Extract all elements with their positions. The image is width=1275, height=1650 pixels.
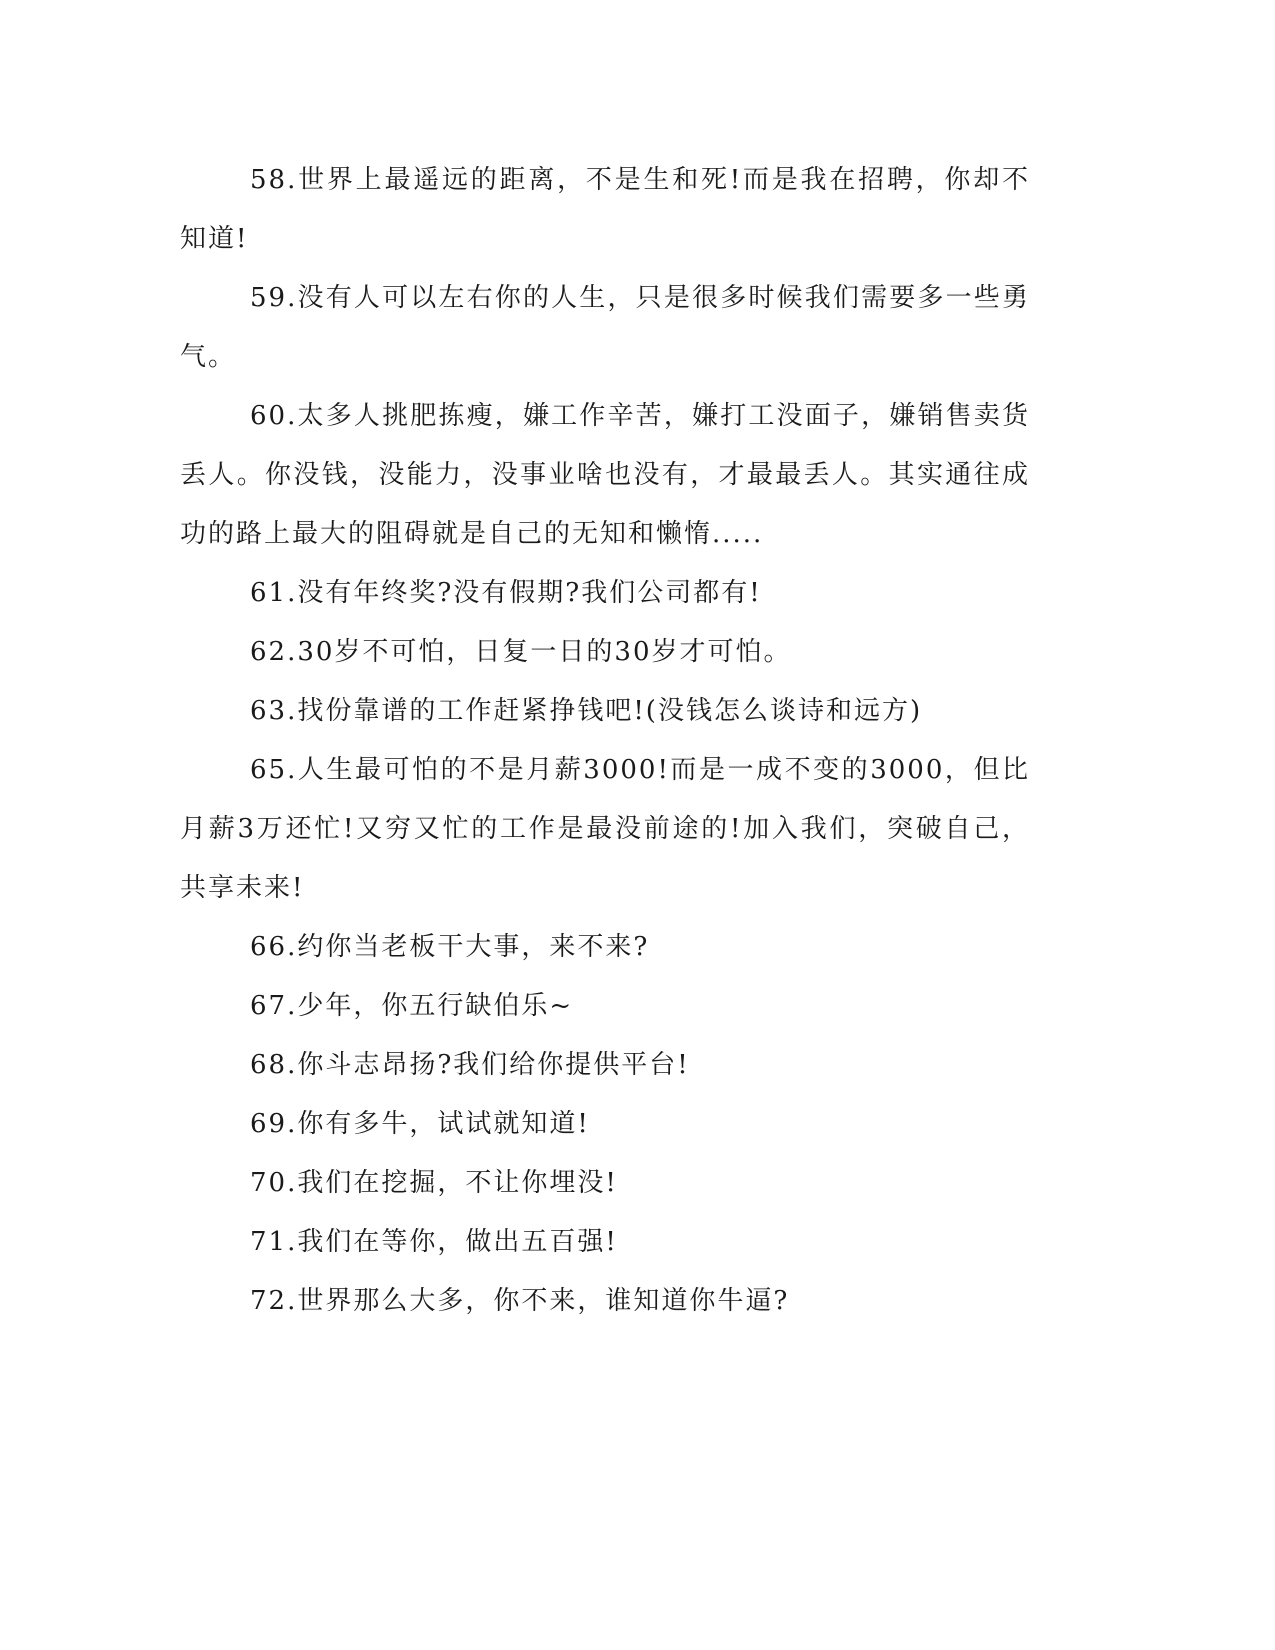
paragraph-65: 65.人生最可怕的不是月薪3000!而是一成不变的3000，但比月薪3万还忙!又穷又忙的工作是最没前途的!加入我们，突破自己，共享未来! bbox=[180, 755, 1030, 903]
paragraph-59: 59.没有人可以左右你的人生，只是很多时候我们需要多一些勇气。 bbox=[180, 283, 1030, 372]
paragraph-70: 70.我们在挖掘，不让你埋没! bbox=[250, 1168, 618, 1198]
paragraph-68: 68.你斗志昂扬?我们给你提供平台! bbox=[250, 1050, 690, 1080]
paragraph-66: 66.约你当老板干大事，来不来? bbox=[250, 932, 650, 962]
paragraph-63: 63.找份靠谱的工作赶紧挣钱吧!(没钱怎么谈诗和远方) bbox=[250, 696, 923, 726]
paragraph-72: 72.世界那么大多，你不来，谁知道你牛逼? bbox=[250, 1286, 790, 1316]
paragraph-58: 58.世界上最遥远的距离，不是生和死!而是我在招聘，你却不知道! bbox=[180, 165, 1030, 254]
paragraph-71: 71.我们在等你，做出五百强! bbox=[250, 1227, 618, 1257]
paragraph-69: 69.你有多牛，试试就知道! bbox=[250, 1109, 590, 1139]
paragraph-67: 67.少年，你五行缺伯乐~ bbox=[250, 991, 574, 1021]
paragraph-60: 60.太多人挑肥拣瘦，嫌工作辛苦，嫌打工没面子，嫌销售卖货丢人。你没钱，没能力，没事业啥也没有，才最最丢人。其实通往成功的路上最大的阻碍就是自己的无知和懒惰..... bbox=[180, 401, 1030, 549]
document-body bbox=[180, 151, 1030, 1331]
paragraph-62: 62.30岁不可怕，日复一日的30岁才可怕。 bbox=[250, 637, 792, 667]
paragraph-61: 61.没有年终奖?没有假期?我们公司都有! bbox=[250, 578, 762, 608]
